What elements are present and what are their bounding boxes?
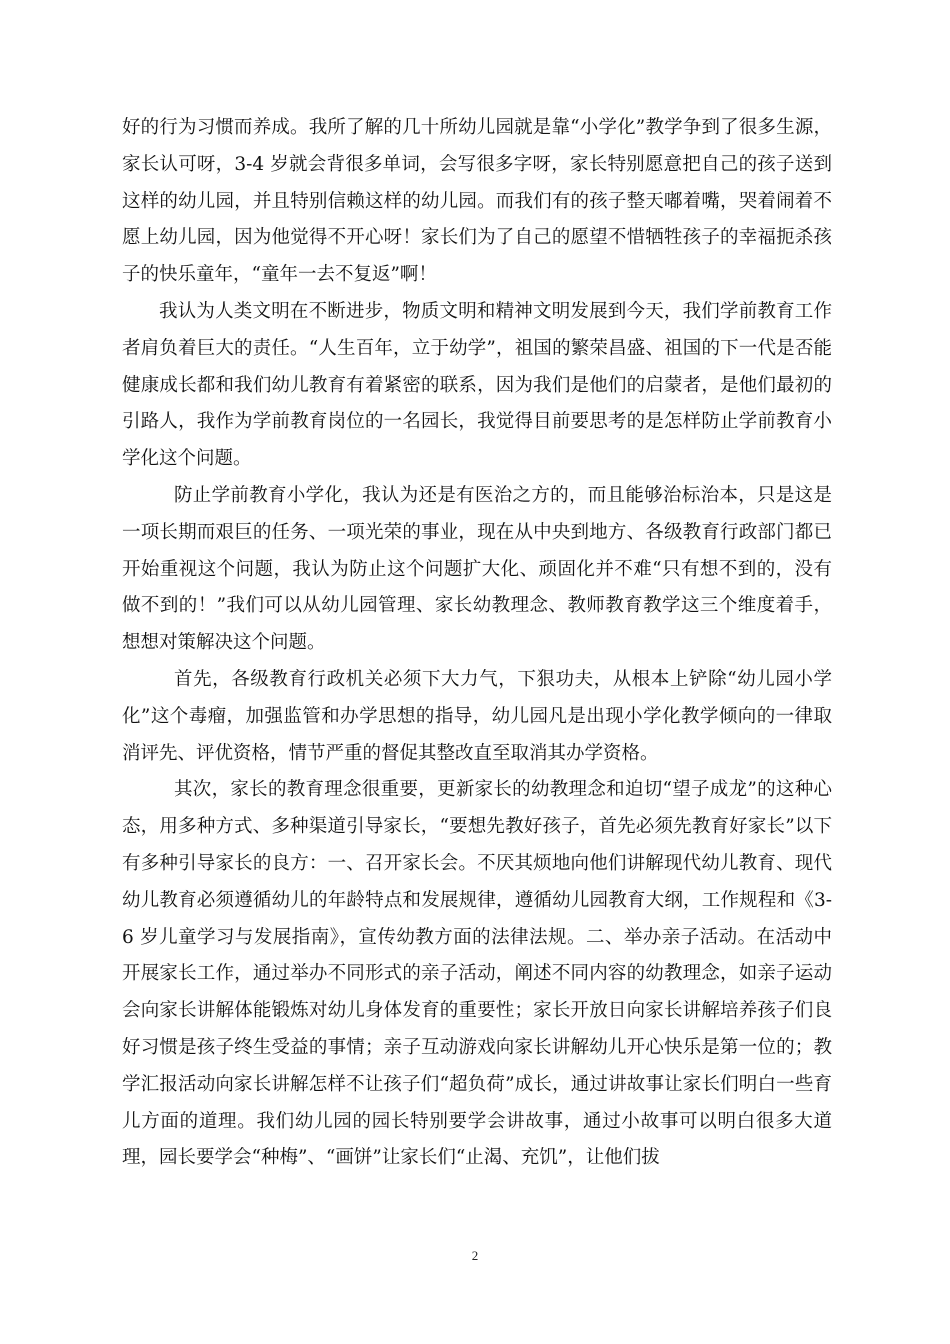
page-number: 2 — [471, 1248, 479, 1263]
paragraph-continued: 好的行为习惯而养成。我所了解的几十所幼儿园就是靠“小学化”教学争到了很多生源，家长认可呀，3-4 岁就会背很多单词，会写很多字呀，家长特别愿意把自己的孩子送到这样的幼儿园，并且特别信赖这样的幼儿园。而我们有的孩子整天嘟着嘴，哭着闹着不愿上幼儿园，因为他觉得不开心呀！家长们为了自己的愿望不惜牺牲孩子的幸福扼杀孩子的快乐童年，“童年一去不复返”啊！ — [122, 117, 832, 286]
document-body — [122, 110, 832, 1177]
paragraph-second-measure: 其次，家长的教育理念很重要，更新家长的幼教理念和迫切“望子成龙”的这种心态，用多种方式、多种渠道引导家长，“要想先教好孩子，首先必须先教育好家长”以下有多种引导家长的良方：一、召开家长会。不厌其烦地向他们讲解现代幼儿教育、现代幼儿教育必须遵循幼儿的年龄特点和发展规律，遵循幼儿园教育大纲，工作规程和《3-6 岁儿童学习与发展指南》，宣传幼教方面的法律法规。二、举办亲子活动。在活动中开展家长工作，通过举办不同形式的亲子活动，阐述不同内容的幼教理念，如亲子运动会向家长讲解体能锻炼对幼儿身体发育的重要性；家长开放日向家长讲解培养孩子们良好习惯是孩子终生受益的事情；亲子互动游戏向家长讲解幼儿开心快乐是第一位的；教学汇报活动向家长讲解怎样不让孩子们“超负荷”成长，通过讲故事让家长们明白一些育儿方面的道理。我们幼儿园的园长特别要学会讲故事，通过小故事可以明白很多大道理，园长要学会“种梅”、“画饼”让家长们“止渴、充饥”，让他们拔 — [122, 779, 832, 1169]
paragraph-civilization: 我认为人类文明在不断进步，物质文明和精神文明发展到今天，我们学前教育工作者肩负着巨大的责任。“人生百年，立于幼学”，祖国的繁荣昌盛、祖国的下一代是否能健康成长都和我们幼儿教育有着紧密的联系，因为我们是他们的启蒙者，是他们最初的引路人，我作为学前教育岗位的一名园长，我觉得目前要思考的是怎样防止学前教育小学化这个问题。 — [122, 300, 832, 470]
paragraph-prevention: 防止学前教育小学化，我认为还是有医治之方的，而且能够治标治本，只是这是一项长期而艰巨的任务、一项光荣的事业，现在从中央到地方、各级教育行政部门都已开始重视这个问题，我认为防止这个问题扩大化、顽固化并不难“只有想不到的，没有做不到的！”我们可以从幼儿园管理、家长幼教理念、教师教育教学这三个维度着手，想想对策解决这个问题。 — [122, 484, 832, 654]
paragraph-first-measure: 首先，各级教育行政机关必须下大力气，下狠功夫，从根本上铲除“幼儿园小学化”这个毒瘤，加强监管和办学思想的指导，幼儿园凡是出现小学化教学倾向的一律取消评先、评优资格，情节严重的督促其整改直至取消其办学资格。 — [122, 668, 832, 764]
